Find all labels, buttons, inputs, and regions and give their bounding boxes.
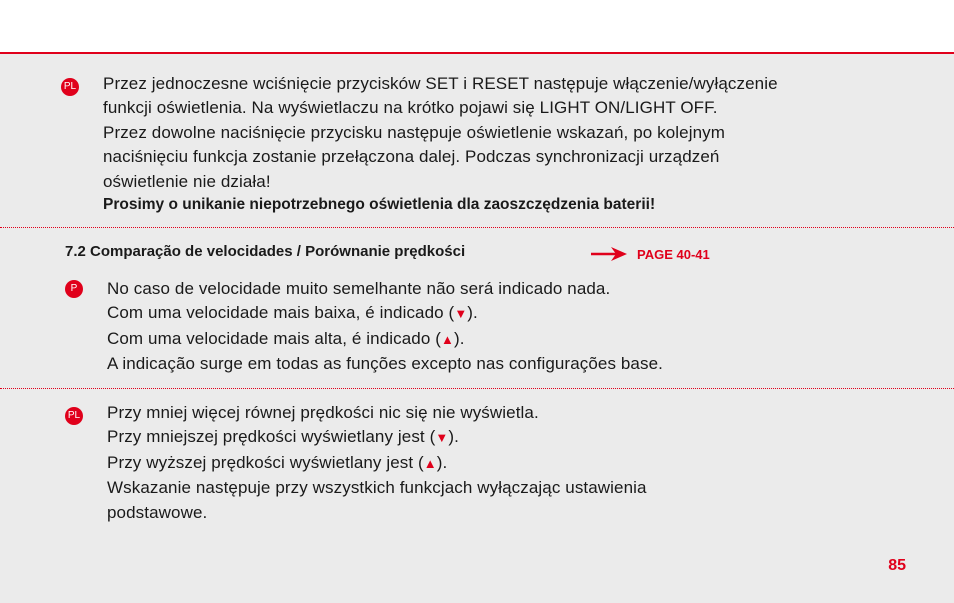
triangle-up-icon: ▲ (423, 455, 437, 471)
page-number: 85 (888, 557, 906, 574)
text-line: Przez dowolne naciśnięcie przycisku następuje oświetlenie wskazań, po kolejnym (103, 122, 725, 142)
text-line: Wskazanie następuje przy wszystkich funkcjach wyłączając ustawienia (107, 478, 647, 498)
text-line: Przy mniejszej prędkości wyświetlany jest (▼). (107, 427, 459, 447)
text-line: oświetlenie nie działa! (103, 171, 271, 191)
text-line: A indicação surge em todas as funções excepto nas configurações base. (107, 354, 663, 374)
arrow-right-icon (591, 246, 627, 262)
text-line: Przy wyższej prędkości wyświetlany jest (▲). (107, 452, 448, 472)
section-heading: 7.2 Comparação de velocidades / Porównanie prędkości (65, 243, 466, 260)
language-badge-pl: PL (61, 78, 79, 96)
dotted-divider (0, 388, 954, 389)
triangle-down-icon: ▼ (454, 306, 468, 322)
pt-speed-paragraph (107, 277, 663, 377)
text-line: funkcji oświetlenia. Na wyświetlaczu na krótko pojawi się LIGHT ON/LIGHT OFF. (103, 98, 718, 118)
language-badge-pl: PL (65, 407, 83, 425)
text-line: naciśnięciu funkcja zostanie przełączona dalej. Podczas synchronizacji urządzeń (103, 147, 720, 167)
pl-lighting-paragraph (103, 72, 778, 194)
language-badge-p: P (65, 280, 83, 298)
page-reference: PAGE 40-41 (637, 247, 710, 262)
pl-speed-paragraph (107, 401, 647, 525)
dotted-divider (0, 227, 954, 228)
text-line: No caso de velocidade muito semelhante não será indicado nada. (107, 279, 611, 298)
text-line: Przez jednoczesne wciśnięcie przycisków SET i RESET następuje włączenie/wyłączenie (103, 74, 778, 93)
text-line: podstawowe. (107, 502, 208, 522)
text-line: Przy mniej więcej równej prędkości nic się nie wyświetla. (107, 403, 539, 422)
text-line: Com uma velocidade mais baixa, é indicado (▼). (107, 303, 478, 323)
text-line: Com uma velocidade mais alta, é indicado (▲). (107, 328, 465, 348)
triangle-down-icon: ▼ (435, 430, 449, 446)
triangle-up-icon: ▲ (440, 331, 454, 347)
top-header-bar (0, 0, 954, 54)
battery-warning: Prosimy o unikanie niepotrzebnego oświetlenia dla zaoszczędzenia baterii! (103, 196, 656, 213)
